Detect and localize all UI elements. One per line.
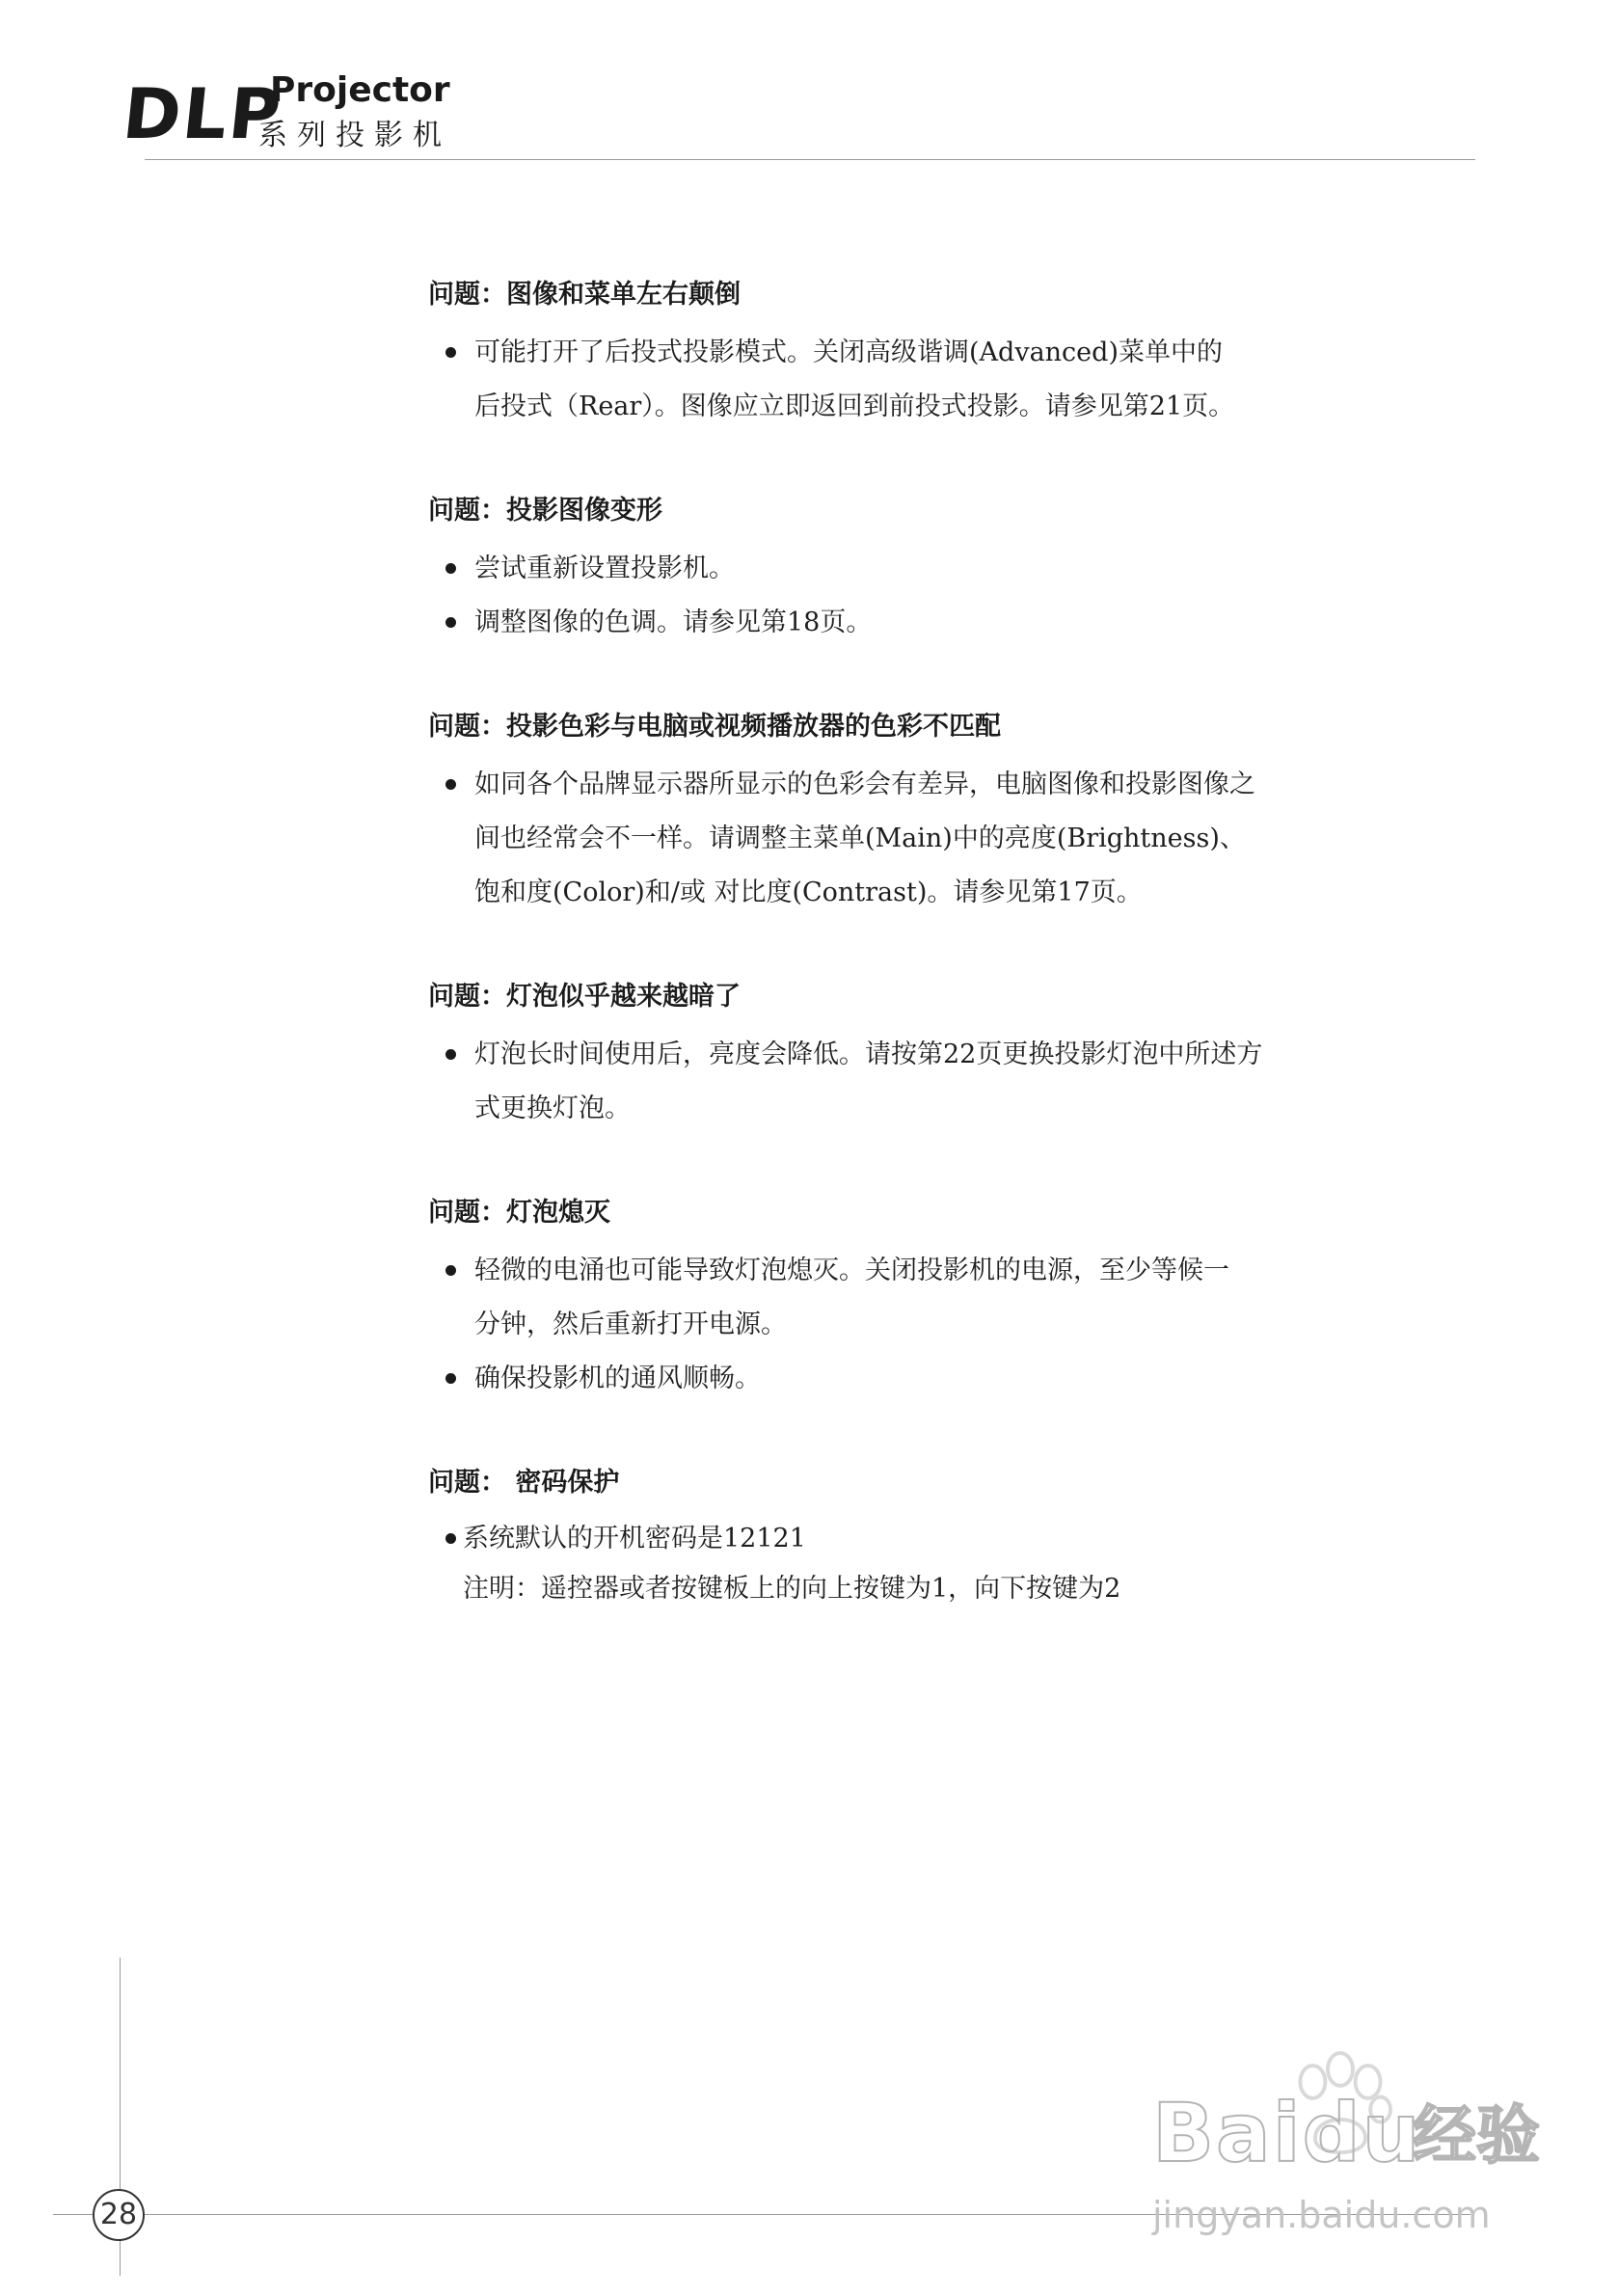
logo-projector: Projector [270,70,450,110]
bullet-icon [445,779,456,790]
bullet-item [428,596,1450,650]
section-image-distorted [428,492,1450,650]
password-note: 注明：遥控器或者按键板上的向上按键为1，向下按键为2 [463,1574,1121,1604]
page-header [119,68,1473,174]
section-title: 问题：图像和菜单左右颠倒 [428,280,741,310]
logo-dlp: DLP [119,73,286,154]
bullet-line: 后投式（Rear）。图像应立即返回到前投式投影。请参见第21页。 [474,392,1235,421]
bullet-line: 如同各个品牌显示器所显示的色彩会有差异，电脑图像和投影图像之 [474,770,1255,799]
bullet-icon [445,1049,456,1060]
bullet-icon [445,347,456,358]
section-color-mismatch [428,708,1450,920]
bullet-icon [445,563,456,574]
bullet-line: 尝试重新设置投影机。 [474,554,735,583]
bullet-line: 系统默认的开机密码是12121 [463,1524,806,1553]
section-title: 问题：投影图像变形 [428,496,662,526]
bullet-item [428,1244,1450,1352]
bullet-item [428,326,1450,434]
logo-subtitle: 系列投影机 [258,119,451,152]
bullet-line: 可能打开了后投式投影模式。关闭高级谐调(Advanced)菜单中的 [474,338,1223,367]
section-lamp-dim [428,978,1450,1136]
bullet-item [428,1028,1450,1136]
troubleshooting-content [428,276,1450,1672]
section-lamp-off [428,1194,1450,1406]
bullet-item [428,1352,1450,1406]
bullet-line: 式更换灯泡。 [474,1094,631,1123]
page-number: 28 [93,2189,145,2241]
bullet-icon [445,1265,456,1276]
bullet-line: 间也经常会不一样。请调整主菜单(Main)中的亮度(Brightness)、 [474,824,1246,853]
bullet-line: 灯泡长时间使用后，亮度会降低。请按第22页更换投影灯泡中所述方 [474,1040,1263,1069]
section-title: 问题：投影色彩与电脑或视频播放器的色彩不匹配 [428,712,1001,742]
bullet-line: 调整图像的色调。请参见第18页。 [474,608,873,637]
bullet-icon [445,1533,456,1544]
bullet-line: 轻微的电涌也可能导致灯泡熄灭。关闭投影机的电源，至少等候一 [474,1256,1229,1285]
section-title: 问题： 密码保护 [428,1468,620,1498]
bullet-icon [445,617,456,628]
bullet-line: 确保投影机的通风顺畅。 [474,1364,761,1393]
watermark-brand: Baidu [1152,2086,1422,2180]
section-password [428,1464,1450,1614]
section-title: 问题：灯泡似乎越来越暗了 [428,982,741,1012]
bullet-item [428,542,1450,596]
bullet-item [428,1514,1450,1564]
header-divider [145,159,1475,160]
bullet-item [428,758,1450,920]
bullet-icon [445,1373,456,1384]
bullet-line: 分钟，然后重新打开电源。 [474,1310,787,1339]
section-title: 问题：灯泡熄灭 [428,1198,610,1228]
bullet-line: 饱和度(Color)和/或 对比度(Contrast)。请参见第17页。 [474,878,1143,907]
watermark-url: jingyan.baidu.com [1152,2194,1491,2236]
watermark-product: 经验 [1413,2098,1540,2173]
section-image-flipped [428,276,1450,434]
